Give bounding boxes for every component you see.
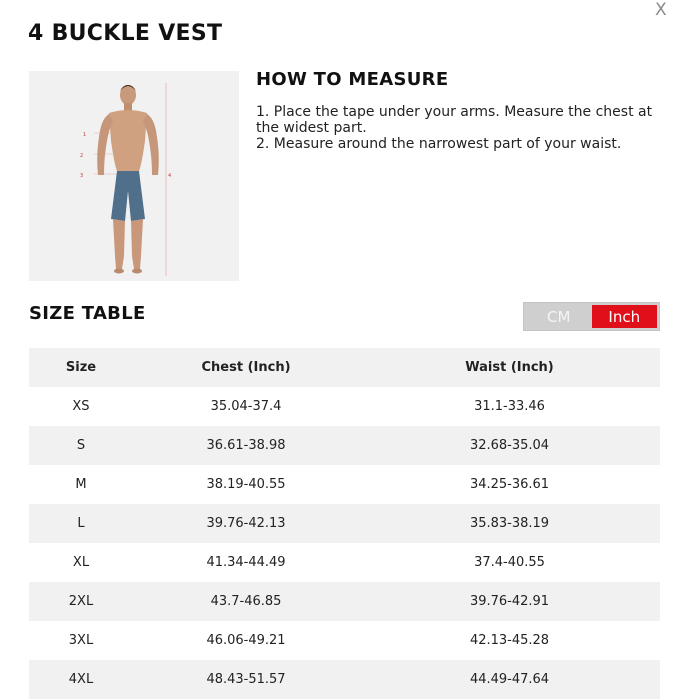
how-to-measure-title: HOW TO MEASURE xyxy=(256,69,449,90)
waist-cell: 35.83-38.19 xyxy=(359,504,660,543)
chest-cell: 35.04-37.4 xyxy=(133,387,359,426)
column-header-chest: Chest (Inch) xyxy=(133,348,359,387)
waist-cell: 37.4-40.55 xyxy=(359,543,660,582)
table-row xyxy=(29,426,660,465)
measure-instructions xyxy=(256,104,666,152)
marker-3: 3 xyxy=(80,173,84,179)
table-row xyxy=(29,504,660,543)
chest-cell: 43.7-46.85 xyxy=(133,582,359,621)
waist-cell: 42.13-45.28 xyxy=(359,621,660,660)
size-cell: 3XL xyxy=(29,621,133,660)
chest-cell: 41.34-44.49 xyxy=(133,543,359,582)
marker-4: 4 xyxy=(168,173,172,179)
waist-cell: 34.25-36.61 xyxy=(359,465,660,504)
table-row xyxy=(29,465,660,504)
size-cell: M xyxy=(29,465,133,504)
column-header-waist: Waist (Inch) xyxy=(359,348,660,387)
table-row xyxy=(29,582,660,621)
size-cell: S xyxy=(29,426,133,465)
size-cell: 4XL xyxy=(29,660,133,699)
chest-cell: 39.76-42.13 xyxy=(133,504,359,543)
chest-cell: 38.19-40.55 xyxy=(133,465,359,504)
close-button[interactable]: X xyxy=(655,0,667,20)
unit-cm-button[interactable]: CM xyxy=(526,305,592,328)
waist-cell: 44.49-47.64 xyxy=(359,660,660,699)
table-row xyxy=(29,660,660,699)
chest-cell: 46.06-49.21 xyxy=(133,621,359,660)
marker-1: 1 xyxy=(83,132,87,138)
table-row xyxy=(29,543,660,582)
size-cell: XL xyxy=(29,543,133,582)
table-row xyxy=(29,387,660,426)
column-header-size: Size xyxy=(29,348,133,387)
size-table xyxy=(29,348,660,699)
model-illustration xyxy=(29,71,239,281)
table-header-row xyxy=(29,348,660,387)
unit-toggle xyxy=(523,302,660,331)
size-table-title: SIZE TABLE xyxy=(29,303,146,324)
waist-cell: 31.1-33.46 xyxy=(359,387,660,426)
size-cell: XS xyxy=(29,387,133,426)
waist-cell: 32.68-35.04 xyxy=(359,426,660,465)
unit-inch-button[interactable]: Inch xyxy=(592,305,658,328)
product-title: 4 BUCKLE VEST xyxy=(28,21,223,46)
chest-cell: 48.43-51.57 xyxy=(133,660,359,699)
measure-step-2: 2. Measure around the narrowest part of your waist. xyxy=(256,136,622,152)
measurement-figure xyxy=(29,71,239,281)
size-cell: L xyxy=(29,504,133,543)
measure-step-1: 1. Place the tape under your arms. Measure the chest at the widest part. xyxy=(256,104,653,136)
table-row xyxy=(29,621,660,660)
marker-2: 2 xyxy=(80,153,84,159)
waist-cell: 39.76-42.91 xyxy=(359,582,660,621)
chest-cell: 36.61-38.98 xyxy=(133,426,359,465)
size-cell: 2XL xyxy=(29,582,133,621)
